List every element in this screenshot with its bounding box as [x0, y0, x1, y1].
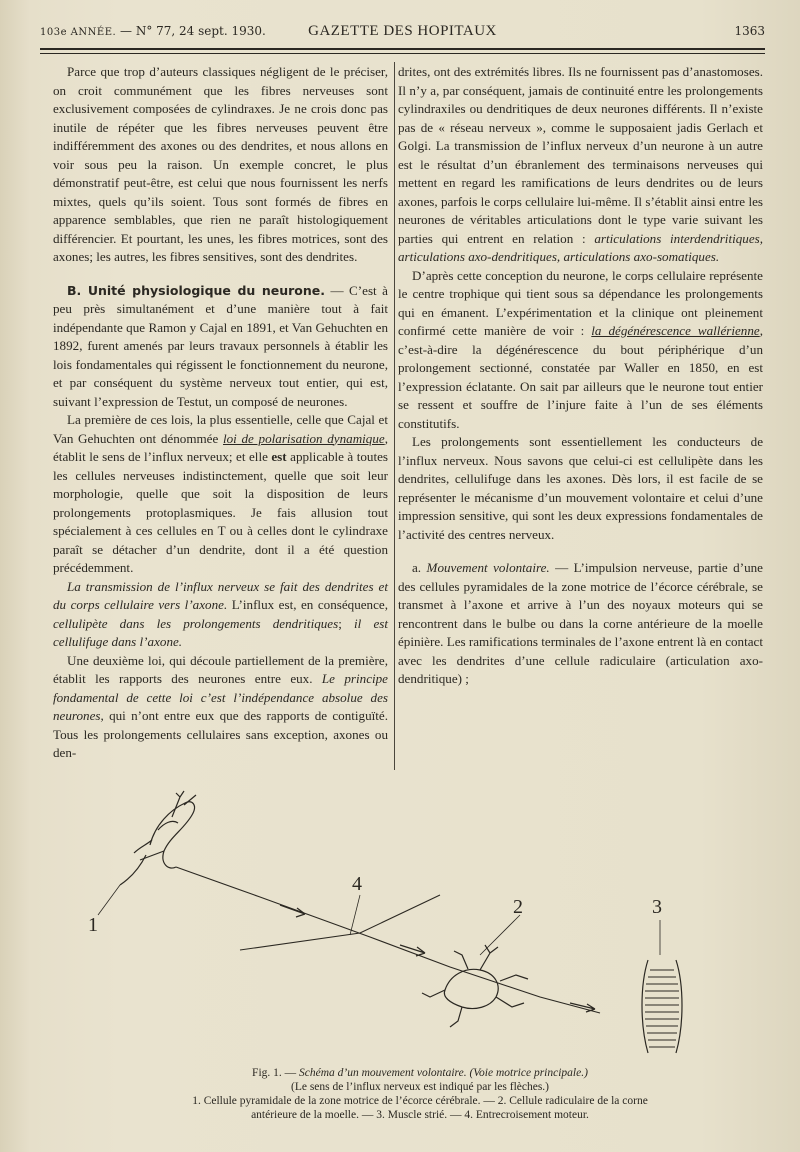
paragraph: B. Unité physiologique du neurone. — C’est à peu près simultanément et d’une manière tout à fait indépendante que Ramon y Cajal en 1891, et Van Gehuchten en 1892, furent amenés par leurs travaux personnels à établir les lois fondamentales qui régissent le fonctionnement du neurone, et par conséquent du système nerveux tout entier, qui est, suivant l’expression de Testut, un composé de neurones. — [53, 282, 388, 409]
paragraph: Parce que trop d’auteurs classiques négligent de le préciser, on croit communément que les fibres nerveuses sont exclusivement composées de cylindraxes. Je ne crois donc pas inutile de répéter que les fibres nerveuses peuvent être indifféremment des axones ou des dendrites, et nous allons en voir sous peu la raison. Un exemple concret, le plus démonstratif peut-être, est celui que nous fournissent les nerfs mixtes, quels qu’ils soient. Tous sont formés de fibres en apparence semblables, que rien ne paraît histologiquement différencier. Et pourtant, les unes, les fibres motrices, sont des axones; les autres, les fibres sensitives, sont des dendrites. — [53, 64, 388, 264]
pyramidal-cell-sketch — [150, 802, 194, 868]
figure-label-1: 1 — [88, 914, 98, 936]
left-column — [53, 63, 388, 763]
paragraph: La première de ces lois, la plus essentielle, celle que Cajal et Van Gehuchten ont dénommée loi de polarisation dynamique, établit le sens de l’influx nerveux; et elle est applicable à toutes les cellules nerveuses indistinctement, quelle que soit leur morphologie, quelle que soit la disposition de leurs prolongements protoplasmiques. Je fais allusion tout spécialement à ces cellules en T ou à celles dont le cylindraxe paraît se détacher d’un dendrite, dont il a été question précédemment. — [53, 412, 388, 575]
figure-caption: Fig. 1. — Schéma d’un mouvement volontaire. (Voie motrice principale.) (Le sens de l’influx nerveux est indiqué par les flèches.) 1. Cellule pyramidale de la zone motrice de l’écorce cérébrale. — 2. Cellule radiculaire de la corne antérieure de la moelle. — 3. Muscle strié. — 4. Entrecroisement moteur. — [192, 1067, 648, 1121]
arrow-3 — [570, 1003, 595, 1012]
page-header — [40, 22, 765, 44]
paragraph: drites, ont des extrémités libres. Ils ne fournissent pas d’anastomoses. Il n’y a, par conséquent, jamais de continuité entre les prolongements cylindraxiles ou dendritiques de deux neurones différents. Il n’existe pas de « réseau nerveux », comme le supposaient jadis Gerlach et Golgi. La transmission de l’influx nerveux d’un neurone à un autre est le résultat d’un ébranlement des terminaisons nerveuses qui mettent en regard les ramifications de leurs dendrites ou de leurs axones, parfois le corps cellulaire lui-même. Il s’établit ainsi entre les neurones de véritables articulations dont le type varie suivant les parties qui entrent en relation : articulations interdendritiques, articulations axo-dendritiques, articulations axo-somatiques. — [398, 64, 763, 264]
header-rule-thin — [40, 53, 765, 54]
paragraph: D’après cette conception du neurone, le corps cellulaire représente le centre trophique qui tient sous sa dépendance les prolongements qui en émanent. L’expérimentation et la clinique ont pleinement confirmé cette manière de voir : la dégénérescence wallérienne, c’est-à-dire la dégénérescence du bout périphérique d’un prolongement sectionné, constatée par Waller en 1850, en est l’expression éclatante. On sait par ailleurs que le neurone tout entier se ressent et souffre de l’injure faite à l’un de ses éléments constitutifs. — [398, 267, 763, 431]
motor-decussation-line — [240, 895, 440, 950]
paragraph: a. Mouvement volontaire. — L’impulsion nerveuse, partie d’une des cellules pyramidales de la zone motrice de l’écorce cérébrale, se transmet à l’axone et arrive à l’un des noyaux moteurs qui se rencontrent dans le bulbe ou dans la corne antérieure de la moelle épinière. Les ramifications terminales de l’axone entrent là en contact avec les dendrites d’une cellule radiculaire (articulation axo-dendritique) ; — [398, 560, 764, 686]
figure-motor-pathway — [80, 785, 760, 1065]
figure-diagram — [80, 785, 760, 1065]
right-column — [398, 63, 763, 689]
issue-info: 103e ANNÉE. — N° 77, 24 sept. 1930. — [40, 24, 266, 38]
journal-title: GAZETTE DES HOPITAUX — [308, 23, 497, 39]
page-number: 1363 — [734, 24, 765, 38]
figure-label-2: 2 — [513, 896, 523, 918]
paragraph: Une deuxième loi, qui découle partiellement de la première, établit les rapports des neurones entre eux. Le principe fondamental de cette loi c’est l’indépendance absolue des neurones, qui n’ont entre eux que des rapports de contiguïté. Tous les prolongements cellulaires sans exception, axones ou den- — [53, 652, 388, 760]
figure-label-3: 3 — [652, 896, 662, 918]
axon-line — [176, 867, 600, 1013]
header-rule-thick — [40, 48, 765, 50]
arrow-2 — [400, 945, 425, 956]
figure-label-4: 4 — [352, 873, 362, 895]
striated-muscle-sketch — [642, 960, 682, 1053]
paragraph: La transmission de l’influx nerveux se fait des dendrites et du corps cellulaire vers l’axone. L’influx est, en conséquence, cellulipète dans les prolongements dendritiques; il est cellulifuge dans l’axone. — [53, 578, 388, 649]
radicular-cell-sketch — [444, 969, 498, 1008]
arrow-1 — [280, 905, 305, 917]
paragraph: Les prolongements sont essentiellement les conducteurs de l’influx nerveux. Nous savons que celui-ci est cellulipète dans les dendrites, cellulifuge dans les axones. Dès lors, il est facile de se représenter le mécanisme d’un mouvement volontaire et celui d’une impression sensitive, qui sont les deux expressions fondamentales de l’activité des centres nerveux. — [398, 434, 763, 542]
section-heading: B. Unité physiologique du neurone. — [67, 282, 326, 298]
column-divider — [394, 62, 395, 770]
